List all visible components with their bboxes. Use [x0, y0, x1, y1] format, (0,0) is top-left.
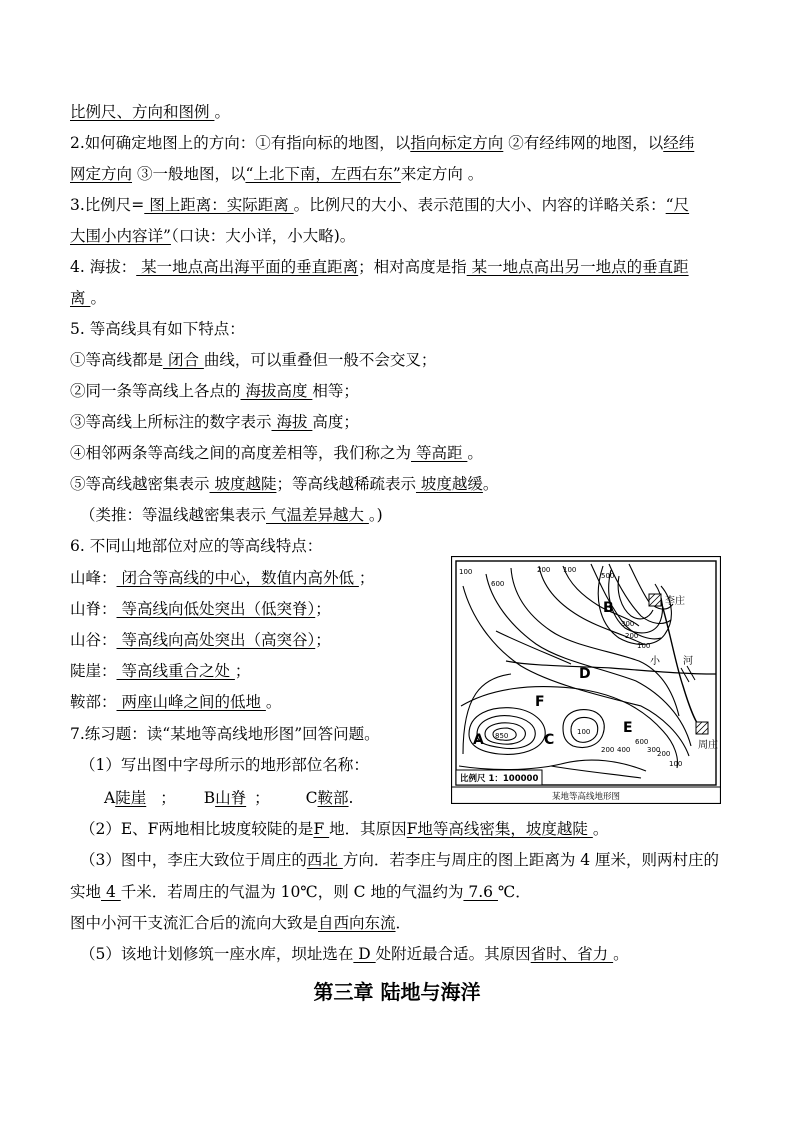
question-4: 4. 海拔： 某一地点高出海平面的垂直距离；相对高度是指 某一地点高出另一地点的垂直距 — [70, 258, 689, 276]
terrain-ridge: 山脊： 等高线向低处突出（低突脊）； — [70, 600, 331, 618]
point-b: B — [603, 600, 614, 616]
contour-label: 500 — [601, 572, 615, 580]
answer-c-saddle: 鞍部 — [317, 789, 349, 807]
contour-label: 600 — [635, 738, 649, 746]
contour-label: 300 — [621, 620, 635, 628]
contour-label: 200 — [657, 750, 671, 758]
question-4-cont: 离 。 — [70, 289, 106, 307]
contour-feature-5: ⑤等高线越密集表示 坡度越陡；等高线越稀疏表示 坡度越缓。 — [70, 475, 499, 493]
point-a: A — [473, 732, 484, 748]
point-c: C — [544, 732, 555, 748]
answer-valley: 等高线向高处突出（高突谷） — [116, 631, 316, 649]
question-7-4: 图中小河干支流汇合后的流向大致是自西向东流． — [70, 914, 412, 932]
question-7-2: （2）E、F两地相比坡度较陡的是F 地．其原因F地等高线密集，坡度越陡 。 — [80, 820, 609, 838]
terrain-valley: 山谷： 等高线向高处突出（高突谷）； — [70, 631, 331, 649]
contour-label: 200 — [625, 632, 639, 640]
contour-label: 600 — [491, 580, 505, 588]
answer-gentle: 坡度越缓 — [415, 475, 483, 493]
point-d: D — [579, 666, 591, 682]
contour-map — [451, 556, 721, 804]
answer-river-flow: 自西向东流 — [318, 914, 396, 932]
contour-feature-2: ②同一条等高线上各点的 海拔高度 相等； — [70, 382, 359, 400]
question-6: 6. 不同山地部位对应的等高线特点： — [70, 537, 323, 555]
question-7-3-cont: 实地 4 千米．若周庄的气温为 10℃，则 C 地的气温约为 7.6 ℃． — [70, 883, 531, 901]
contour-label: 400 — [617, 746, 631, 754]
answer-relative-height-part1: 某一地点高出另一地点的垂直距 — [466, 258, 689, 276]
answer-temperature-difference: 气温差异越大 — [266, 506, 369, 524]
contour-label: 100 — [459, 568, 473, 576]
line-scale-direction-legend: 比例尺、方向和图例 。 — [70, 103, 230, 121]
contour-label: 300 — [647, 746, 661, 754]
question-2: 2.如何确定地图上的方向：①有指向标的地图，以指向标定方向 ②有经纬网的地图，以经纬 — [70, 134, 695, 152]
answer-distance: 4 — [101, 883, 121, 901]
point-f: F — [535, 694, 545, 710]
question-7-1: （1）写出图中字母所示的地形部位名称： — [80, 756, 369, 774]
contour-label: 100 — [637, 642, 651, 650]
question-3: 3.比例尺= 图上距离：实际距离 。比例尺的大小、表示范围的大小、内容的详略关系：“尺 — [70, 196, 690, 214]
question-3-cont: 大围小内容详”（口诀：大小详，小大略)。 — [70, 227, 356, 245]
answer-row-7-1: A陡崖 ； B山脊 ； C鞍部. — [104, 789, 354, 807]
answer-b-ridge: 山脊 — [215, 789, 247, 807]
answer-altitude-number: 海拔 — [271, 413, 313, 431]
contour-label: 100 — [669, 760, 683, 768]
village-zhouzhuang: 周庄 — [698, 740, 718, 751]
answer-scale-relation-part2: 大围小内容详” — [70, 227, 171, 245]
answer-scale-relation-part1: “尺 — [665, 196, 690, 214]
question-5: 5. 等高线具有如下特点： — [70, 320, 245, 338]
contour-feature-1: ①等高线都是 闭合 曲线，可以重叠但一般不会交叉； — [70, 351, 437, 369]
answer-scale-direction-legend: 比例尺、方向和图例 — [70, 103, 215, 121]
answer-dam-reason: 省时、省力 — [530, 945, 614, 963]
river-label-2: 河 — [683, 656, 693, 667]
question-2-cont: 网定方向 ③一般地图，以“上北下南，左西右东”来定方向 。 — [70, 165, 484, 183]
answer-dam-site: D — [353, 945, 376, 963]
answer-scale-formula: 图上距离：实际距离 — [144, 196, 294, 214]
answer-saddle: 两座山峰之间的低地 — [116, 693, 266, 711]
answer-steeper-place: F — [313, 820, 330, 838]
isotherm-analogy: （类推：等温线越密集表示 气温差异越大 。) — [80, 506, 383, 524]
answer-altitude: 某一地点高出海平面的垂直距离 — [136, 258, 359, 276]
map-caption: 某地等高线地形图 — [551, 792, 621, 802]
contour-label: 850 — [495, 732, 509, 740]
question-7-5: （5）该地计划修筑一座水库，坝址选在 D 处附近最合适。其原因省时、省力 。 — [80, 945, 629, 963]
answer-same-altitude: 海拔高度 — [240, 382, 313, 400]
answer-a-cliff: 陡崖 — [115, 789, 147, 807]
terrain-peak: 山峰： 闭合等高线的中心，数值内高外低 ； — [70, 569, 375, 587]
answer-relative-height-part2: 离 — [70, 289, 91, 307]
question-7-3: （3）图中，李庄大致位于周庄的西北 方向．若李庄与周庄的图上距离为 4 厘米，则两村庄的 — [80, 851, 720, 869]
contour-feature-3: ③等高线上所标注的数字表示 海拔 高度； — [70, 413, 359, 431]
chapter-title: 第三章 陆地与海洋 — [313, 980, 481, 1004]
question-7: 7.练习题：读“某地等高线地形图”回答问题。 — [70, 725, 380, 743]
answer-general-direction: “上北下南，左西右东” — [245, 165, 401, 183]
answer-closed: 闭合 — [163, 351, 204, 369]
answer-steep: 坡度越陡 — [209, 475, 277, 493]
river-label-1: 小 — [650, 656, 660, 667]
answer-temperature: 7.6 — [463, 883, 498, 901]
map-scale: 比例尺 1：100000 — [460, 774, 539, 784]
contour-label: 200 — [537, 566, 551, 574]
answer-steeper-reason: F地等高线密集，坡度越陡 — [406, 820, 593, 838]
contour-label: 200 — [601, 746, 615, 754]
answer-cliff: 等高线重合之处 — [116, 662, 235, 680]
contour-label: 100 — [577, 728, 591, 736]
point-e: E — [623, 720, 633, 736]
terrain-saddle: 鞍部： 两座山峰之间的低地 。 — [70, 693, 282, 711]
village-lizhuang: 李庄 — [665, 596, 685, 607]
answer-compass-direction: 指向标定方向 — [410, 134, 504, 152]
answer-direction: 西北 — [306, 851, 343, 869]
terrain-cliff: 陡崖： 等高线重合之处 ； — [70, 662, 251, 680]
contour-feature-4: ④相邻两条等高线之间的高度差相等，我们称之为 等高距 。 — [70, 444, 483, 462]
answer-peak: 闭合等高线的中心，数值内高外低 — [116, 569, 359, 587]
answer-ridge: 等高线向低处突出（低突脊） — [116, 600, 316, 618]
answer-graticule-part1: 经纬 — [663, 134, 695, 152]
answer-graticule-part2: 网定方向 — [70, 165, 133, 183]
contour-label: 100 — [563, 566, 577, 574]
answer-contour-interval: 等高距 — [411, 444, 468, 462]
